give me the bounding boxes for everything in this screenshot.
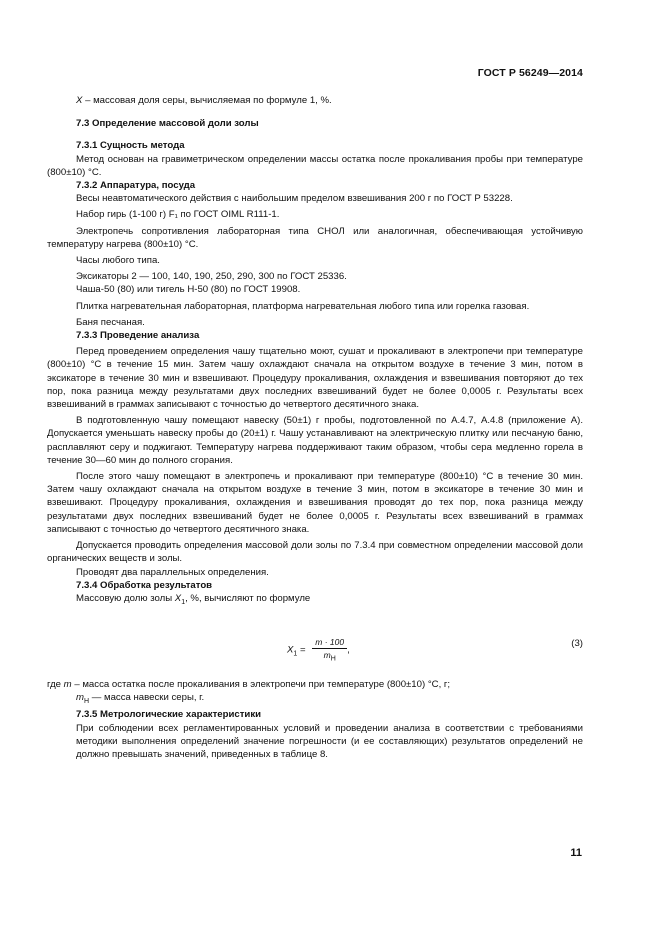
formula-legend	[47, 678, 583, 761]
x-symbol: X	[76, 95, 83, 106]
section-7-3-1-heading: 7.3.1 Сущность метода	[76, 140, 185, 152]
legend-mh-symbol: m	[76, 692, 84, 704]
formula-numerator: m · 100	[312, 637, 347, 649]
legend-m	[47, 678, 583, 691]
formula-tail: ,	[347, 644, 350, 656]
section-7-3-3-heading: 7.3.3 Проведение анализа	[76, 330, 200, 342]
formula-fraction	[312, 637, 347, 663]
analysis-paragraph-3: После этого чашу помещают в электропечь и прокаливают при температуре (800±10) °С в течение 30 мин. Затем чашу охлаждают сначала на открытом воздухе в течение 3 мин, потом в эксикаторе в течение 30 мин и взвешивают. Процедуру прокаливания, охлаждения и взвешивания проводят до тех пор, пока разница между результатами двух последних взвешиваний будет не более 0,0005 г. Результаты всех взвешиваний в граммах записывают с точностью до четвертого десятичного знака.	[47, 471, 583, 535]
apparatus-weights: Набор гирь (1-100 г) F₁ по ГОСТ OIML R111-1.	[76, 209, 280, 221]
apparatus-hotplate: Плитка нагревательная лабораторная, платформа нагревательная любого типа или горелка газовая.	[76, 300, 530, 312]
formula-denominator-subscript: Н	[330, 655, 336, 663]
formula-3	[287, 637, 350, 663]
legend-m-text: – масса остатка после прокаливания в электропечи при температуре (800±10) °С, г;	[71, 679, 451, 690]
document-body	[47, 94, 583, 609]
formula-denominator-symbol: m	[323, 650, 331, 660]
apparatus-furnace: Электропечь сопротивления лабораторная типа СНОЛ или аналогичная, обеспечивающая устойчивую температуру нагрева (800±10) °С.	[47, 225, 583, 250]
calc-intro-symbol: X	[174, 592, 182, 604]
x-definition	[47, 94, 583, 107]
legend-m-symbol: m	[63, 679, 72, 690]
apparatus-sandbath: Баня песчаная.	[76, 316, 145, 328]
section-7-3-5-heading: 7.3.5 Метрологические характеристики	[76, 709, 262, 721]
apparatus-scales: Весы неавтоматического действия с наибольшим пределом взвешивания 200 г по ГОСТ Р 53228.	[76, 193, 513, 205]
legend-mh	[47, 691, 583, 708]
calculation-intro	[47, 592, 583, 609]
page-number: 11	[570, 847, 582, 859]
section-7-3-4-heading: 7.3.4 Обработка результатов	[76, 579, 213, 591]
formula-denominator	[312, 649, 347, 663]
formula-lhs: X	[287, 644, 294, 656]
calc-intro-text: Массовую долю золы	[76, 592, 175, 604]
section-7-3-heading: 7.3 Определение массовой доли золы	[76, 118, 259, 130]
method-paragraph: Метод основан на гравиметрическом определении массы остатка после прокаливания пробы при температуре (800±10) °С.	[47, 153, 583, 178]
equation-number: (3)	[571, 638, 583, 649]
legend-mh-subscript: Н	[84, 698, 90, 706]
page-header: ГОСТ Р 56249—2014	[477, 67, 583, 79]
calc-intro-subscript: 1	[181, 598, 186, 606]
x-definition-text: – массовая доля серы, вычисляемая по формуле 1, %.	[82, 95, 332, 106]
apparatus-bowl: Чаша-50 (80) или тигель Н-50 (80) по ГОСТ 19908.	[76, 284, 301, 296]
legend-mh-text: — масса навески серы, г.	[89, 692, 205, 704]
metrology-paragraph: При соблюдении всех регламентированных условий и проведении анализа в соответствии с требованиями методики выполнения определений значение погрешности (и ее составляющих) результатов определений не должно превышать значений, приведенных в таблице 8.	[76, 722, 583, 760]
analysis-paragraph-2: В подготовленную чашу помещают навеску (50±1) г пробы, подготовленной по А.4.7, А.4.8 (приложение А). Допускается уменьшать навеску пробы до (20±1) г. Чашу устанавливают на электрическую плитку или песчаную баню, расплавляют серу и поджигают. Температуру нагрева поддерживают таким образом, чтобы сера медленно горела в течение 30—60 мин до полного сгорания.	[47, 415, 583, 466]
section-7-3-2-heading: 7.3.2 Аппаратура, посуда	[76, 180, 196, 192]
analysis-paragraph-1: Перед проведением определения чашу тщательно моют, сушат и прокаливают в электропечи при температуре (800±10) °С в течение 15 мин. Затем чашу охлаждают сначала на открытом воздухе в течение 3 мин, потом в эксикаторе в течение 30 мин и взвешивают. Процедуру прокаливания, охлаждения и взвешивания повторяют до тех пор, пока разница между результатами двух последних взвешиваний будет не более 0,0005 г. Результаты всех взвешиваний в граммах записывают с точностью до четвертого десятичного знака.	[47, 346, 583, 411]
apparatus-desiccators: Эксикаторы 2 — 100, 140, 190, 250, 290, 300 по ГОСТ 25336.	[76, 271, 347, 283]
analysis-paragraph-5: Проводят два параллельных определения.	[76, 566, 269, 578]
formula-equals: =	[297, 644, 306, 656]
calc-intro-tail: , %, вычисляют по формуле	[185, 592, 311, 604]
legend-where: где	[47, 679, 64, 690]
apparatus-clock: Часы любого типа.	[76, 255, 160, 267]
analysis-paragraph-4: Допускается проводить определения массовой доли золы по 7.3.4 при совместном определении массовой доли органических веществ и золы.	[47, 540, 583, 565]
formula-lhs-subscript: 1	[293, 650, 298, 658]
